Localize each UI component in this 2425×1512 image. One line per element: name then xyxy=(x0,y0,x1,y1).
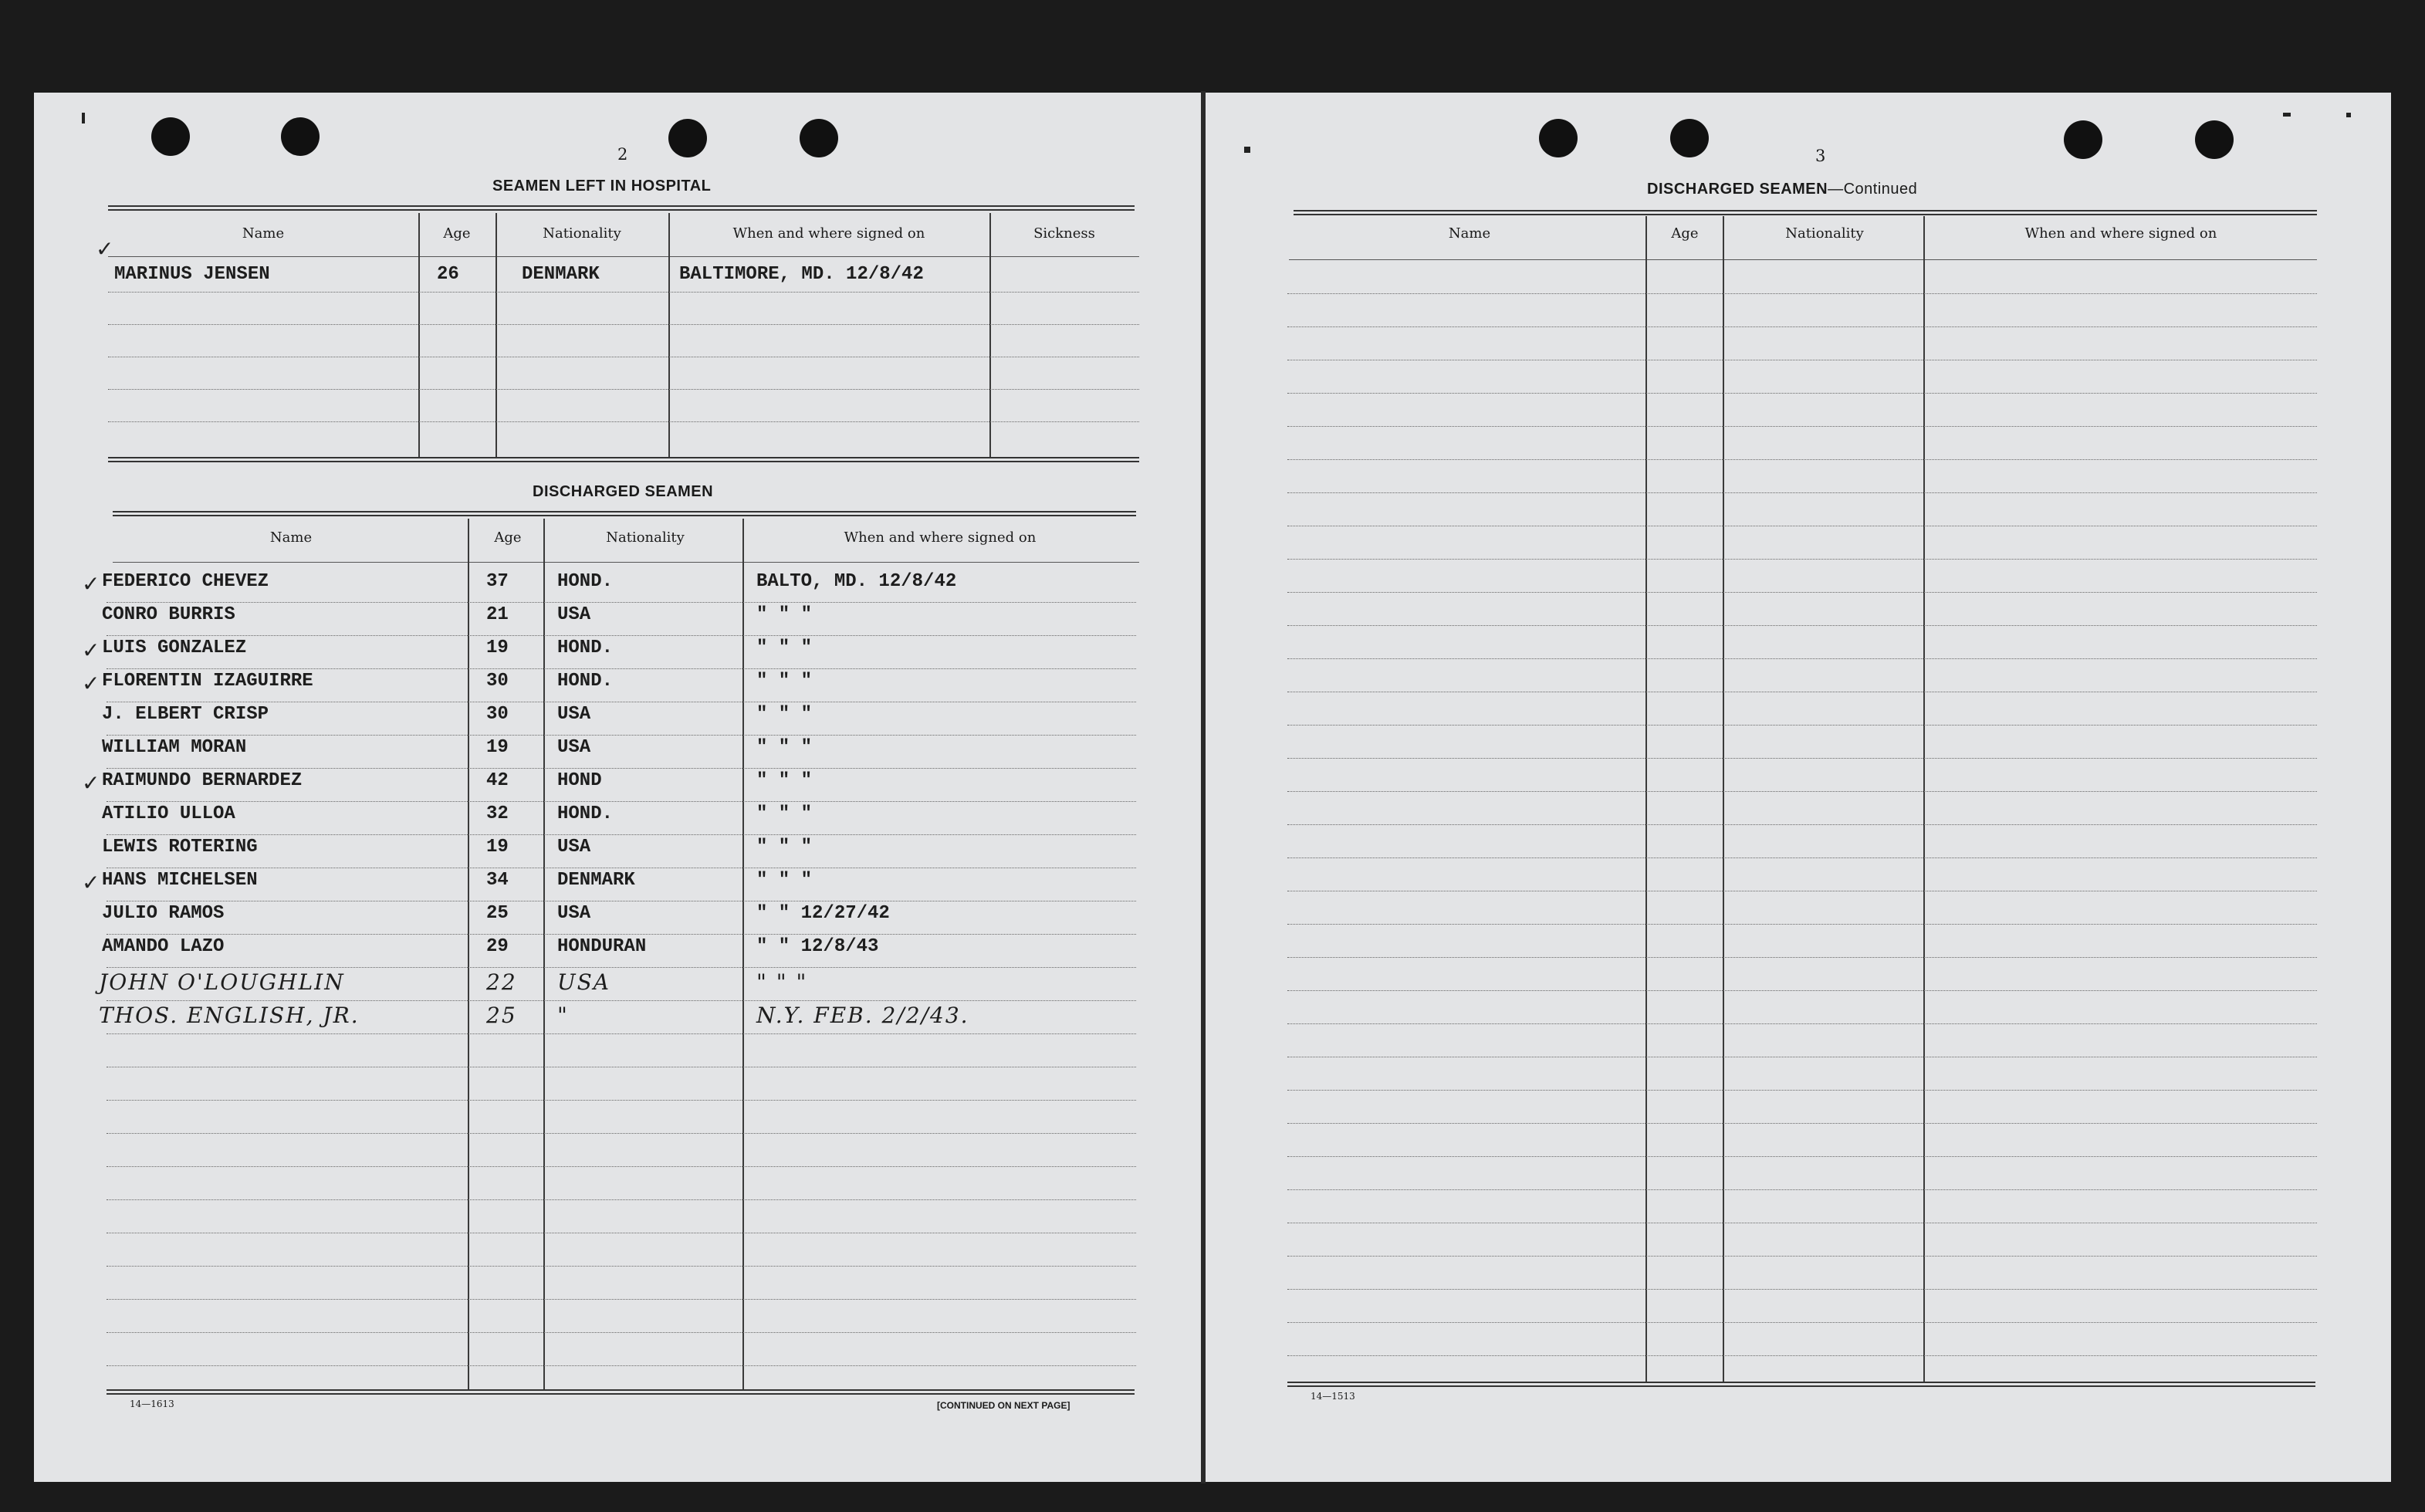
row-line xyxy=(108,389,1139,390)
row-line xyxy=(1287,1156,2317,1157)
discharged-age: 34 xyxy=(486,870,509,891)
column-header-age: Age xyxy=(443,225,471,242)
discharged-name: CONRO BURRIS xyxy=(102,604,235,625)
discharged-name: J. ELBERT CRISP xyxy=(102,704,269,725)
row-line xyxy=(107,768,1136,769)
row-line xyxy=(1287,1023,2317,1024)
punch-hole xyxy=(2195,120,2234,159)
discharged-signed-on: " " " xyxy=(756,803,813,824)
column-divider xyxy=(468,519,469,1389)
column-header-age: Age xyxy=(1671,225,1699,242)
header-rule xyxy=(113,511,1136,516)
column-header-nationality: Nationality xyxy=(1785,225,1864,242)
discharged-age: 29 xyxy=(486,936,509,957)
row-line xyxy=(1287,492,2317,493)
row-line xyxy=(1287,857,2317,858)
hospital-signed-on: BALTIMORE, MD. 12/8/42 xyxy=(679,264,924,285)
row-line xyxy=(1287,393,2317,394)
discharged-nationality: USA xyxy=(557,604,591,625)
row-line xyxy=(1287,1189,2317,1190)
row-line xyxy=(1287,957,2317,958)
column-header-rule xyxy=(1289,259,2317,260)
row-line xyxy=(1287,1256,2317,1257)
discharged-age: 37 xyxy=(486,571,509,592)
discharged-nationality: DENMARK xyxy=(557,870,635,891)
row-line xyxy=(107,1365,1136,1366)
row-line xyxy=(1287,791,2317,792)
title-continued: —Continued xyxy=(1828,181,1918,198)
header-rule xyxy=(108,205,1135,211)
column-divider xyxy=(1645,216,1647,1383)
row-line xyxy=(1287,459,2317,460)
discharged-signed-on: N.Y. FEB. 2/2/43. xyxy=(756,1003,969,1028)
hospital-nationality: DENMARK xyxy=(522,264,600,285)
column-divider xyxy=(543,519,545,1389)
row-line xyxy=(1287,1090,2317,1091)
speck xyxy=(82,113,85,123)
discharged-age: 25 xyxy=(486,1003,517,1028)
discharged-nationality: HONDURAN xyxy=(557,936,647,957)
row-line xyxy=(1287,725,2317,726)
row-line xyxy=(107,1000,1136,1001)
section-title-hospital: SEAMEN LEFT IN HOSPITAL xyxy=(492,178,712,194)
row-line xyxy=(107,1100,1136,1101)
row-line xyxy=(107,1299,1136,1300)
hospital-age: 26 xyxy=(437,264,459,285)
discharged-nationality: USA xyxy=(557,969,610,995)
discharged-name: HANS MICHELSEN xyxy=(102,870,258,891)
discharged-signed-on: " " " xyxy=(756,770,813,791)
discharged-age: 32 xyxy=(486,803,509,824)
discharged-nationality: HOND. xyxy=(557,638,614,658)
discharged-nationality: USA xyxy=(557,837,591,857)
column-header-nationality: Nationality xyxy=(606,529,685,546)
row-line xyxy=(1287,658,2317,659)
column-divider xyxy=(1723,216,1724,1383)
discharged-signed-on: " " " xyxy=(756,969,808,995)
page-number: 2 xyxy=(617,145,628,164)
punch-hole xyxy=(2064,120,2102,159)
discharged-age: 25 xyxy=(486,903,509,924)
discharged-name: LEWIS ROTERING xyxy=(102,837,258,857)
punch-hole xyxy=(281,117,320,156)
column-header-sickness: Sickness xyxy=(1033,225,1095,242)
section-end-rule xyxy=(108,457,1139,462)
column-header-age: Age xyxy=(494,529,522,546)
row-line xyxy=(1287,625,2317,626)
discharged-signed-on: " " " xyxy=(756,837,813,857)
discharged-name: JOHN O'LOUGHLIN xyxy=(99,969,345,995)
discharged-nationality: " xyxy=(557,1003,569,1028)
punch-hole xyxy=(151,117,190,156)
discharged-signed-on: " " " xyxy=(756,671,813,692)
discharged-age: 42 xyxy=(486,770,509,791)
discharged-name: WILLIAM MORAN xyxy=(102,737,247,758)
row-line xyxy=(107,801,1136,802)
check-mark: ✓ xyxy=(82,638,100,663)
column-divider xyxy=(1923,216,1925,1383)
discharged-signed-on: " " " xyxy=(756,704,813,725)
row-line xyxy=(107,1332,1136,1333)
header-rule xyxy=(1294,210,2317,215)
row-line xyxy=(107,635,1136,636)
discharged-name: THOS. ENGLISH, JR. xyxy=(99,1003,360,1028)
column-header-signed-on: When and where signed on xyxy=(732,225,925,242)
row-line xyxy=(1287,293,2317,294)
row-line xyxy=(107,735,1136,736)
section-title-discharged: DISCHARGED SEAMEN xyxy=(533,483,714,500)
row-line xyxy=(107,834,1136,835)
column-header-rule xyxy=(108,256,1139,257)
row-line xyxy=(1287,824,2317,825)
check-mark: ✓ xyxy=(96,236,114,262)
punch-hole xyxy=(1670,119,1709,157)
discharged-age: 30 xyxy=(486,671,509,692)
row-line xyxy=(107,668,1136,669)
discharged-nationality: HOND. xyxy=(557,671,614,692)
right-page xyxy=(1206,93,2391,1482)
table-bottom-rule xyxy=(107,1389,1135,1395)
hospital-name: MARINUS JENSEN xyxy=(114,264,270,285)
discharged-name: RAIMUNDO BERNARDEZ xyxy=(102,770,303,791)
punch-hole xyxy=(1539,119,1578,157)
title-bold: DISCHARGED SEAMEN xyxy=(1647,181,1828,198)
discharged-age: 21 xyxy=(486,604,509,625)
row-line xyxy=(1287,1322,2317,1323)
row-line xyxy=(1287,592,2317,593)
column-header-name: Name xyxy=(242,225,285,242)
discharged-age: 19 xyxy=(486,638,509,658)
continued-note: [CONTINUED ON NEXT PAGE] xyxy=(937,1400,1070,1411)
check-mark: ✓ xyxy=(82,571,100,597)
form-number: 14—1513 xyxy=(1311,1391,1355,1402)
discharged-signed-on: " " " xyxy=(756,870,813,891)
row-line xyxy=(1287,326,2317,327)
column-header-name: Name xyxy=(1448,225,1491,242)
row-line xyxy=(1287,426,2317,427)
row-line xyxy=(1287,1123,2317,1124)
discharged-nationality: HOND. xyxy=(557,803,614,824)
row-line xyxy=(107,967,1136,968)
punch-hole xyxy=(800,119,838,157)
row-line xyxy=(108,324,1139,325)
row-line xyxy=(1287,1355,2317,1356)
speck xyxy=(1244,147,1250,153)
discharged-name: ATILIO ULLOA xyxy=(102,803,235,824)
discharged-signed-on: " " " xyxy=(756,604,813,625)
row-line xyxy=(107,1133,1136,1134)
row-line xyxy=(1287,924,2317,925)
column-header-signed-on: When and where signed on xyxy=(2024,225,2217,242)
discharged-age: 19 xyxy=(486,737,509,758)
row-line xyxy=(107,1266,1136,1267)
row-line xyxy=(108,421,1139,422)
page-number: 3 xyxy=(1815,147,1826,165)
row-line xyxy=(107,602,1136,603)
row-line xyxy=(107,1033,1136,1034)
column-header-nationality: Nationality xyxy=(543,225,621,242)
discharged-signed-on: " " 12/8/43 xyxy=(756,936,879,957)
discharged-signed-on: " " " xyxy=(756,638,813,658)
page-fold xyxy=(1201,91,1206,1483)
row-line xyxy=(107,1199,1136,1200)
section-title-discharged-continued xyxy=(1647,181,1917,198)
discharged-signed-on: " " 12/27/42 xyxy=(756,903,890,924)
row-line xyxy=(1287,990,2317,991)
row-line xyxy=(1287,1289,2317,1290)
discharged-nationality: USA xyxy=(557,737,591,758)
check-mark: ✓ xyxy=(82,671,100,696)
discharged-nationality: USA xyxy=(557,704,591,725)
discharged-name: FEDERICO CHEVEZ xyxy=(102,571,269,592)
discharged-age: 22 xyxy=(486,969,517,995)
speck xyxy=(2346,113,2351,117)
discharged-name: FLORENTIN IZAGUIRRE xyxy=(102,671,313,692)
column-header-rule xyxy=(113,562,1139,563)
discharged-age: 30 xyxy=(486,704,509,725)
punch-hole xyxy=(668,119,707,157)
discharged-signed-on: " " " xyxy=(756,737,813,758)
row-line xyxy=(1287,758,2317,759)
discharged-signed-on: BALTO, MD. 12/8/42 xyxy=(756,571,957,592)
discharged-name: JULIO RAMOS xyxy=(102,903,225,924)
column-header-name: Name xyxy=(269,529,313,546)
discharged-name: LUIS GONZALEZ xyxy=(102,638,247,658)
discharged-name: AMANDO LAZO xyxy=(102,936,225,957)
row-line xyxy=(107,934,1136,935)
column-divider xyxy=(742,519,744,1389)
row-line xyxy=(107,1166,1136,1167)
check-mark: ✓ xyxy=(82,870,100,895)
row-line xyxy=(1287,559,2317,560)
discharged-nationality: HOND xyxy=(557,770,602,791)
discharged-nationality: HOND. xyxy=(557,571,614,592)
speck xyxy=(2283,113,2291,117)
table-bottom-rule xyxy=(1287,1382,2315,1387)
form-number: 14—1613 xyxy=(130,1399,174,1409)
row-line xyxy=(108,292,1139,293)
discharged-age: 19 xyxy=(486,837,509,857)
column-header-signed-on: When and where signed on xyxy=(844,529,1037,546)
discharged-nationality: USA xyxy=(557,903,591,924)
check-mark: ✓ xyxy=(82,770,100,796)
